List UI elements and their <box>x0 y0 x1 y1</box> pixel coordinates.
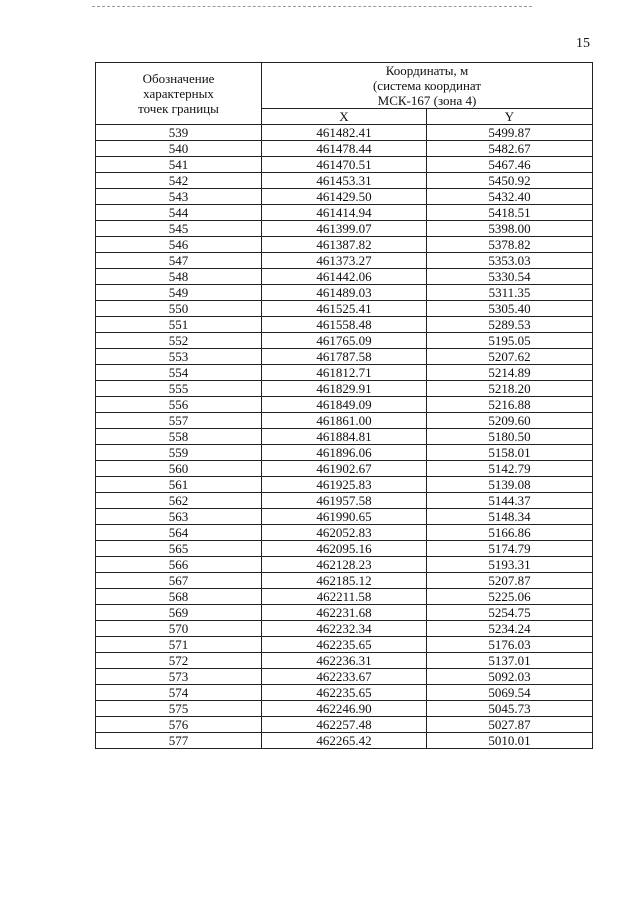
y-coordinate-cell: 5207.62 <box>427 349 593 365</box>
point-id-cell: 570 <box>96 621 262 637</box>
point-id-cell: 577 <box>96 733 262 749</box>
y-coordinate-cell: 5180.50 <box>427 429 593 445</box>
table-row <box>96 685 593 701</box>
y-coordinate-cell: 5010.01 <box>427 733 593 749</box>
point-id-cell: 553 <box>96 349 262 365</box>
x-coordinate-cell: 462235.65 <box>262 685 427 701</box>
y-coordinate-cell: 5142.79 <box>427 461 593 477</box>
y-coordinate-cell: 5234.24 <box>427 621 593 637</box>
x-coordinate-cell: 461525.41 <box>262 301 427 317</box>
x-coordinate-cell: 462231.68 <box>262 605 427 621</box>
x-coordinate-cell: 461849.09 <box>262 397 427 413</box>
boundary-coordinates-table <box>95 62 593 749</box>
point-id-cell: 576 <box>96 717 262 733</box>
point-id-cell: 546 <box>96 237 262 253</box>
x-coordinate-cell: 462095.16 <box>262 541 427 557</box>
x-coordinate-cell: 461453.31 <box>262 173 427 189</box>
table-header-row <box>96 63 593 109</box>
x-coordinate-cell: 461373.27 <box>262 253 427 269</box>
point-id-cell: 547 <box>96 253 262 269</box>
y-coordinate-cell: 5450.92 <box>427 173 593 189</box>
y-coordinate-cell: 5174.79 <box>427 541 593 557</box>
table-row <box>96 589 593 605</box>
x-coordinate-cell: 461387.82 <box>262 237 427 253</box>
table-row <box>96 125 593 141</box>
header-line: точек границы <box>138 101 219 116</box>
header-line: характерных <box>143 86 214 101</box>
x-coordinate-cell: 461765.09 <box>262 333 427 349</box>
y-coordinate-cell: 5148.34 <box>427 509 593 525</box>
y-coordinate-cell: 5330.54 <box>427 269 593 285</box>
x-coordinate-cell: 461957.58 <box>262 493 427 509</box>
y-coordinate-cell: 5137.01 <box>427 653 593 669</box>
point-id-cell: 542 <box>96 173 262 189</box>
y-coordinate-cell: 5254.75 <box>427 605 593 621</box>
x-coordinate-cell: 462128.23 <box>262 557 427 573</box>
table-row <box>96 397 593 413</box>
point-designation-header <box>96 63 262 125</box>
header-line: (система координат <box>372 78 482 93</box>
table-row <box>96 221 593 237</box>
table-row <box>96 365 593 381</box>
x-coordinate-cell: 461990.65 <box>262 509 427 525</box>
table-row <box>96 349 593 365</box>
table-row <box>96 477 593 493</box>
x-coordinate-cell: 462236.31 <box>262 653 427 669</box>
point-id-cell: 568 <box>96 589 262 605</box>
table-row <box>96 605 593 621</box>
y-coordinate-cell: 5195.05 <box>427 333 593 349</box>
x-coordinate-cell: 461414.94 <box>262 205 427 221</box>
table-row <box>96 253 593 269</box>
table-row <box>96 557 593 573</box>
x-coordinate-cell: 462257.48 <box>262 717 427 733</box>
point-id-cell: 563 <box>96 509 262 525</box>
table-row <box>96 141 593 157</box>
y-coordinate-cell: 5311.35 <box>427 285 593 301</box>
point-id-cell: 567 <box>96 573 262 589</box>
table-row <box>96 621 593 637</box>
y-coordinate-cell: 5139.08 <box>427 477 593 493</box>
table-row <box>96 445 593 461</box>
x-column-header: X <box>262 109 427 125</box>
y-coordinate-cell: 5218.20 <box>427 381 593 397</box>
y-coordinate-cell: 5069.54 <box>427 685 593 701</box>
table-row <box>96 717 593 733</box>
table-row <box>96 285 593 301</box>
table-row <box>96 205 593 221</box>
y-coordinate-cell: 5144.37 <box>427 493 593 509</box>
x-coordinate-cell: 462235.65 <box>262 637 427 653</box>
y-coordinate-cell: 5289.53 <box>427 317 593 333</box>
y-coordinate-cell: 5193.31 <box>427 557 593 573</box>
x-coordinate-cell: 462246.90 <box>262 701 427 717</box>
table-row <box>96 525 593 541</box>
point-id-cell: 541 <box>96 157 262 173</box>
point-id-cell: 544 <box>96 205 262 221</box>
x-coordinate-cell: 461925.83 <box>262 477 427 493</box>
point-id-cell: 548 <box>96 269 262 285</box>
x-coordinate-cell: 461829.91 <box>262 381 427 397</box>
table-row <box>96 301 593 317</box>
x-coordinate-cell: 462233.67 <box>262 669 427 685</box>
x-coordinate-cell: 461489.03 <box>262 285 427 301</box>
table-row <box>96 157 593 173</box>
y-coordinate-cell: 5158.01 <box>427 445 593 461</box>
y-coordinate-cell: 5482.67 <box>427 141 593 157</box>
header-line: Обозначение <box>142 71 215 86</box>
y-coordinate-cell: 5207.87 <box>427 573 593 589</box>
x-coordinate-cell: 461861.00 <box>262 413 427 429</box>
y-coordinate-cell: 5467.46 <box>427 157 593 173</box>
y-coordinate-cell: 5378.82 <box>427 237 593 253</box>
y-coordinate-cell: 5045.73 <box>427 701 593 717</box>
table-row <box>96 541 593 557</box>
table-row <box>96 733 593 749</box>
point-id-cell: 556 <box>96 397 262 413</box>
table-row <box>96 701 593 717</box>
y-column-header: Y <box>427 109 593 125</box>
y-coordinate-cell: 5176.03 <box>427 637 593 653</box>
y-coordinate-cell: 5418.51 <box>427 205 593 221</box>
x-coordinate-cell: 462232.34 <box>262 621 427 637</box>
page-number: 15 <box>576 36 590 51</box>
table-body <box>96 125 593 749</box>
y-coordinate-cell: 5092.03 <box>427 669 593 685</box>
table-row <box>96 653 593 669</box>
point-id-cell: 575 <box>96 701 262 717</box>
point-id-cell: 561 <box>96 477 262 493</box>
point-id-cell: 566 <box>96 557 262 573</box>
top-dashed-rule <box>92 6 532 7</box>
table-row <box>96 509 593 525</box>
point-id-cell: 554 <box>96 365 262 381</box>
point-id-cell: 557 <box>96 413 262 429</box>
table-row <box>96 413 593 429</box>
x-coordinate-cell: 461896.06 <box>262 445 427 461</box>
y-coordinate-cell: 5214.89 <box>427 365 593 381</box>
point-id-cell: 551 <box>96 317 262 333</box>
x-coordinate-cell: 461478.44 <box>262 141 427 157</box>
x-coordinate-cell: 462185.12 <box>262 573 427 589</box>
table-row <box>96 669 593 685</box>
point-id-cell: 565 <box>96 541 262 557</box>
point-id-cell: 558 <box>96 429 262 445</box>
y-coordinate-cell: 5216.88 <box>427 397 593 413</box>
point-id-cell: 550 <box>96 301 262 317</box>
y-coordinate-cell: 5398.00 <box>427 221 593 237</box>
y-coordinate-cell: 5305.40 <box>427 301 593 317</box>
point-id-cell: 545 <box>96 221 262 237</box>
table-row <box>96 269 593 285</box>
point-id-cell: 569 <box>96 605 262 621</box>
point-id-cell: 559 <box>96 445 262 461</box>
x-coordinate-cell: 461884.81 <box>262 429 427 445</box>
table-row <box>96 317 593 333</box>
y-coordinate-cell: 5027.87 <box>427 717 593 733</box>
table-row <box>96 189 593 205</box>
y-coordinate-cell: 5225.06 <box>427 589 593 605</box>
table-row <box>96 573 593 589</box>
x-coordinate-cell: 461787.58 <box>262 349 427 365</box>
x-coordinate-cell: 462265.42 <box>262 733 427 749</box>
point-id-cell: 543 <box>96 189 262 205</box>
y-coordinate-cell: 5209.60 <box>427 413 593 429</box>
x-coordinate-cell: 462211.58 <box>262 589 427 605</box>
header-line: МСК-167 (зона 4) <box>377 93 477 108</box>
coordinates-header <box>262 63 593 109</box>
x-coordinate-cell: 461399.07 <box>262 221 427 237</box>
y-coordinate-cell: 5432.40 <box>427 189 593 205</box>
point-id-cell: 564 <box>96 525 262 541</box>
point-id-cell: 571 <box>96 637 262 653</box>
point-id-cell: 562 <box>96 493 262 509</box>
table-row <box>96 461 593 477</box>
header-line: Координаты, м <box>385 63 469 78</box>
x-coordinate-cell: 461812.71 <box>262 365 427 381</box>
point-id-cell: 540 <box>96 141 262 157</box>
y-coordinate-cell: 5353.03 <box>427 253 593 269</box>
table-row <box>96 333 593 349</box>
point-id-cell: 574 <box>96 685 262 701</box>
y-coordinate-cell: 5499.87 <box>427 125 593 141</box>
x-coordinate-cell: 461482.41 <box>262 125 427 141</box>
x-coordinate-cell: 461902.67 <box>262 461 427 477</box>
y-coordinate-cell: 5166.86 <box>427 525 593 541</box>
x-coordinate-cell: 461558.48 <box>262 317 427 333</box>
point-id-cell: 549 <box>96 285 262 301</box>
point-id-cell: 572 <box>96 653 262 669</box>
table-row <box>96 381 593 397</box>
x-coordinate-cell: 461442.06 <box>262 269 427 285</box>
point-id-cell: 560 <box>96 461 262 477</box>
x-coordinate-cell: 461470.51 <box>262 157 427 173</box>
table-row <box>96 429 593 445</box>
point-id-cell: 573 <box>96 669 262 685</box>
table-row <box>96 493 593 509</box>
x-coordinate-cell: 462052.83 <box>262 525 427 541</box>
table-row <box>96 237 593 253</box>
x-coordinate-cell: 461429.50 <box>262 189 427 205</box>
point-id-cell: 555 <box>96 381 262 397</box>
table-row <box>96 173 593 189</box>
point-id-cell: 552 <box>96 333 262 349</box>
point-id-cell: 539 <box>96 125 262 141</box>
table-row <box>96 637 593 653</box>
